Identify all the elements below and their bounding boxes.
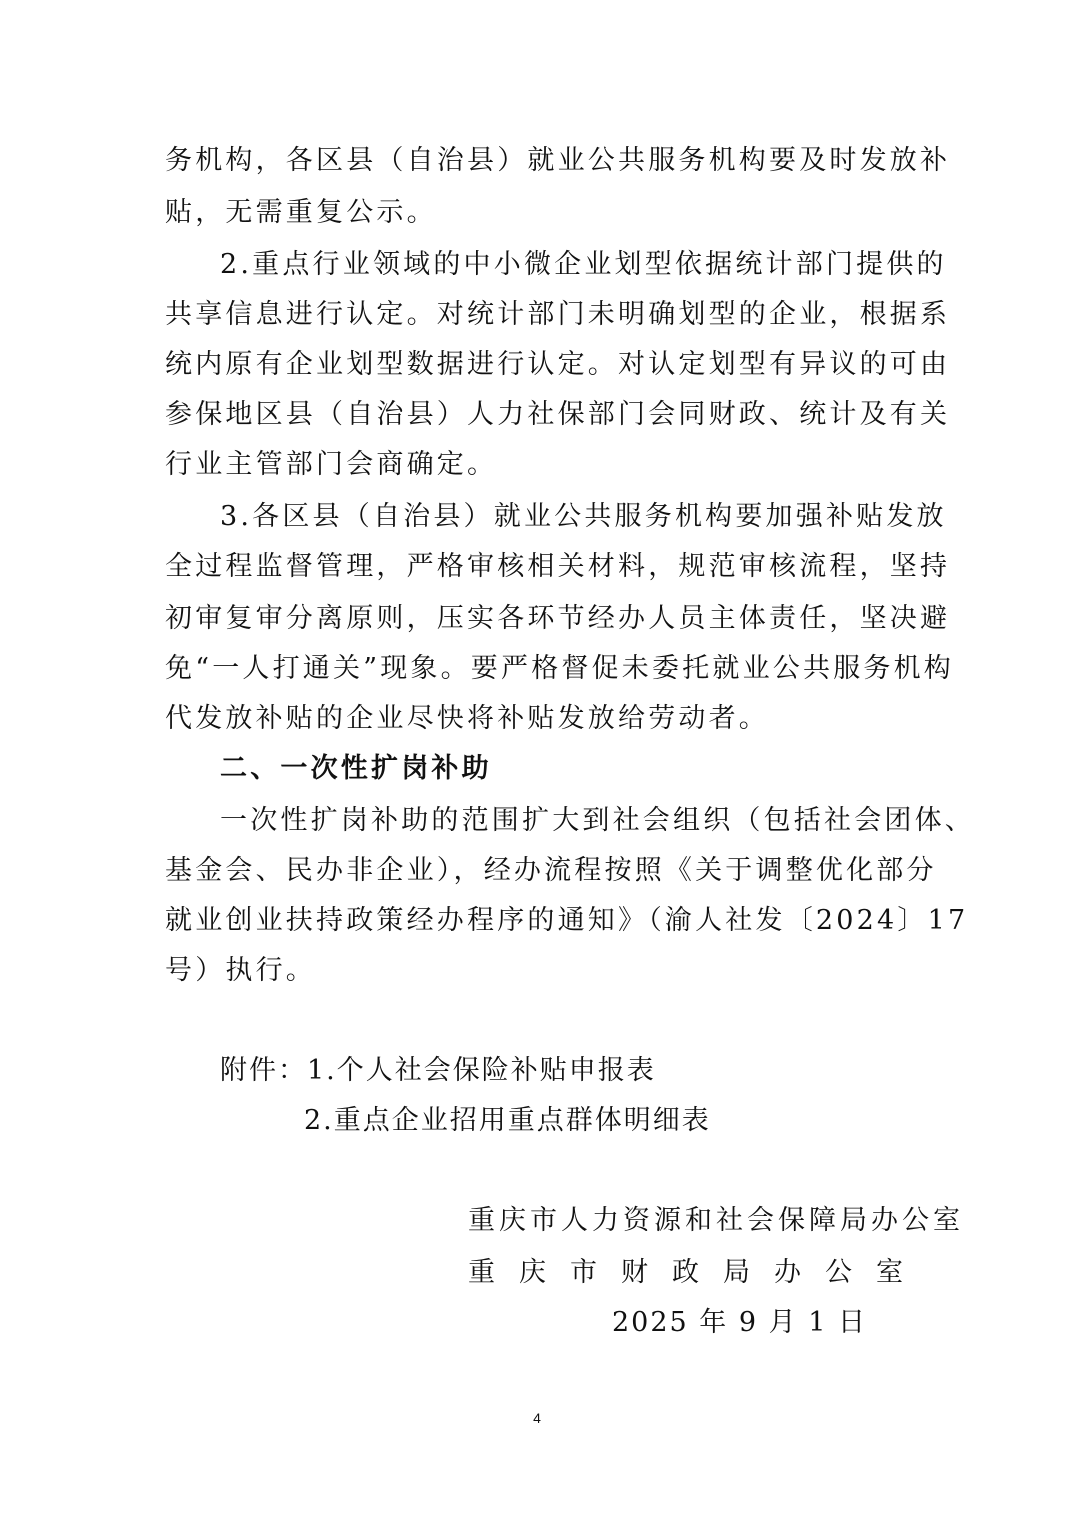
signature-org1: 重庆市人力资源和社会保障局办公室 xyxy=(468,1205,964,1236)
paragraph-line: 贴，无需重复公示。 xyxy=(165,197,437,228)
signature-date: 2025 年 9 月 1 日 xyxy=(612,1307,867,1338)
item3-line: 3.各区县（自治县）就业公共服务机构要加强补贴发放 xyxy=(220,501,947,532)
item2-line: 参保地区县（自治县）人力社保部门会同财政、统计及有关 xyxy=(165,399,951,430)
section-heading: 二、一次性扩岗补助 xyxy=(220,753,492,784)
attachments xyxy=(220,1044,980,1098)
attachment-item: 2.重点企业招用重点群体明细表 xyxy=(304,1105,711,1136)
item2-line: 2.重点行业领域的中小微企业划型依据统计部门提供的 xyxy=(220,249,947,280)
section2-line: 号）执行。 xyxy=(165,955,316,986)
item2-line: 行业主管部门会商确定。 xyxy=(165,449,498,480)
attachments-label: 附件： xyxy=(220,1055,307,1086)
item2-line: 共享信息进行认定。对统计部门未明确划型的企业，根据系 xyxy=(165,299,951,330)
section2-line: 就业创业扶持政策经办程序的通知》（渝人社发〔2024〕17 xyxy=(165,905,969,936)
page-number: 4 xyxy=(533,1410,541,1426)
attachment-item: 1.个人社会保险补贴申报表 xyxy=(307,1055,656,1086)
item2-line: 统内原有企业划型数据进行认定。对认定划型有异议的可由 xyxy=(165,349,951,380)
signature-org2: 重庆市财政局办公室 xyxy=(468,1257,927,1288)
paragraph-line: 务机构，各区县（自治县）就业公共服务机构要及时发放补 xyxy=(165,145,951,176)
item3-line: 免“一人打通关”现象。要严格督促未委托就业公共服务机构 xyxy=(165,653,955,684)
section2-line: 基金会、民办非企业），经办流程按照《关于调整优化部分 xyxy=(165,855,937,886)
item3-line: 代发放补贴的企业尽快将补贴发放给劳动者。 xyxy=(165,703,769,734)
section2-line: 一次性扩岗补助的范围扩大到社会组织（包括社会团体、 xyxy=(220,805,975,836)
item3-line: 初审复审分离原则，压实各环节经办人员主体责任，坚决避 xyxy=(165,603,951,634)
item3-line: 全过程监督管理，严格审核相关材料，规范审核流程，坚持 xyxy=(165,551,951,582)
